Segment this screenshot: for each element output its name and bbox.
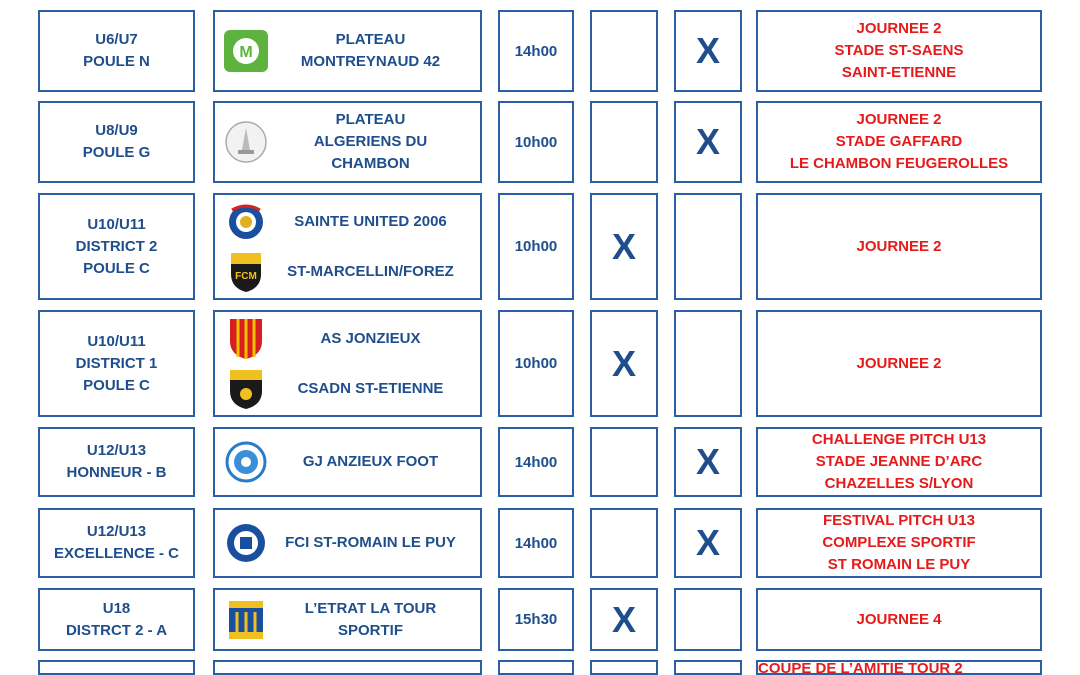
team-name: PLATEAU ALGERIENS DU CHAMBON bbox=[313, 111, 428, 172]
home-mark-cell: X bbox=[590, 310, 658, 417]
category-line: U10/U11 bbox=[87, 332, 146, 350]
time-cell: 14h00 bbox=[498, 10, 574, 92]
csadn-logo bbox=[223, 367, 269, 411]
home-mark-cell bbox=[590, 508, 658, 578]
category-line: U10/U11 bbox=[87, 215, 146, 233]
category-line: EXCELLENCE - C bbox=[53, 545, 179, 562]
category-line: DISTRCT 2 - A bbox=[65, 621, 168, 639]
category-line: U18 bbox=[102, 599, 131, 617]
category-cell bbox=[38, 427, 195, 497]
time-cell: 10h00 bbox=[498, 101, 574, 183]
away-mark-cell bbox=[674, 588, 742, 651]
etrat-la-tour-logo bbox=[223, 598, 269, 642]
category-line: POULE C bbox=[83, 376, 150, 394]
svg-text:FCM: FCM bbox=[235, 271, 257, 282]
fci-st-romain-logo bbox=[223, 521, 269, 565]
info-cell bbox=[756, 10, 1042, 92]
team-cell bbox=[213, 101, 482, 183]
category-cell bbox=[38, 10, 195, 92]
fcm-logo bbox=[223, 250, 269, 294]
info-line: CHALLENGE PITCH U13 bbox=[811, 431, 987, 448]
home-mark-cell: X bbox=[590, 193, 658, 300]
team-name: PLATEAU MONTREYNAUD 42 bbox=[300, 31, 441, 70]
category-cell bbox=[38, 508, 195, 578]
info-cell bbox=[756, 310, 1042, 417]
category-line: HONNEUR - B bbox=[66, 464, 167, 481]
info-line: FESTIVAL PITCH U13 bbox=[823, 512, 975, 529]
away-mark-cell: X bbox=[674, 508, 742, 578]
team-name: AS JONZIEUX bbox=[320, 330, 421, 347]
team-cell bbox=[213, 588, 482, 651]
team-name: L’ETRAT LA TOUR SPORTIF bbox=[304, 599, 437, 639]
home-mark-cell bbox=[590, 427, 658, 497]
category-line: DISTRICT 1 bbox=[75, 354, 158, 372]
category-line: U12/U13 bbox=[86, 442, 147, 459]
info-line: COMPLEXE SPORTIF bbox=[822, 534, 976, 551]
category-cell bbox=[38, 310, 195, 417]
info-cell bbox=[756, 508, 1042, 578]
category-cell bbox=[38, 660, 195, 675]
team-cell bbox=[213, 10, 482, 92]
time-cell: 10h00 bbox=[498, 310, 574, 417]
info-cell bbox=[756, 427, 1042, 497]
time-cell: 10h00 bbox=[498, 193, 574, 300]
away-mark-cell: X bbox=[674, 10, 742, 92]
sainte-united-logo bbox=[223, 200, 269, 244]
as-jonzieux-logo bbox=[223, 317, 269, 361]
category-line: U12/U13 bbox=[86, 523, 147, 540]
home-mark-cell bbox=[590, 10, 658, 92]
info-cell bbox=[756, 193, 1042, 300]
time-cell: 14h00 bbox=[498, 508, 574, 578]
info-cell bbox=[756, 660, 1042, 675]
team-cell bbox=[213, 193, 482, 300]
category-cell bbox=[38, 101, 195, 183]
info-line: SAINT-ETIENNE bbox=[841, 64, 957, 81]
time-cell bbox=[498, 660, 574, 675]
team-cell bbox=[213, 310, 482, 417]
info-line: JOURNEE 2 bbox=[856, 111, 942, 128]
info-line: JOURNEE 2 bbox=[856, 237, 942, 255]
time-cell: 14h00 bbox=[498, 427, 574, 497]
info-line: STADE GAFFARD bbox=[835, 133, 963, 150]
info-cell bbox=[756, 101, 1042, 183]
info-line: COUPE DE L’AMITIE TOUR 2 bbox=[758, 660, 963, 675]
info-line: LE CHAMBON FEUGEROLLES bbox=[789, 155, 1009, 172]
info-line: JOURNEE 4 bbox=[856, 610, 942, 628]
home-mark-cell bbox=[590, 101, 658, 183]
home-mark-cell: X bbox=[590, 588, 658, 651]
info-line: STADE ST-SAENS bbox=[834, 42, 964, 59]
info-line: STADE JEANNE D’ARC bbox=[815, 453, 983, 470]
away-mark-cell bbox=[674, 193, 742, 300]
team-name: ST-MARCELLIN/FOREZ bbox=[287, 263, 454, 280]
category-line: DISTRICT 2 bbox=[75, 237, 158, 255]
category-cell bbox=[38, 193, 195, 300]
category-line: U6/U7 bbox=[95, 31, 138, 48]
away-mark-cell bbox=[674, 660, 742, 675]
category-line: POULE G bbox=[82, 144, 151, 161]
svg-text:M: M bbox=[239, 44, 253, 61]
team-name: SAINTE UNITED 2006 bbox=[294, 213, 447, 230]
away-mark-cell bbox=[674, 310, 742, 417]
away-mark-cell: X bbox=[674, 427, 742, 497]
away-mark-cell: X bbox=[674, 101, 742, 183]
home-mark-cell bbox=[590, 660, 658, 675]
algeriens-du-chambon-logo bbox=[223, 120, 269, 164]
gj-anzieux-logo bbox=[223, 440, 269, 484]
info-line: CHAZELLES S/LYON bbox=[824, 475, 974, 492]
team-cell bbox=[213, 427, 482, 497]
info-cell bbox=[756, 588, 1042, 651]
category-line: POULE C bbox=[83, 259, 150, 277]
category-cell bbox=[38, 588, 195, 651]
info-line: ST ROMAIN LE PUY bbox=[827, 556, 971, 573]
category-line: POULE N bbox=[83, 53, 150, 70]
team-name: CSADN ST-ETIENNE bbox=[297, 380, 444, 397]
montreynaud-logo bbox=[223, 29, 269, 73]
team-cell bbox=[213, 508, 482, 578]
team-name: FCI ST-ROMAIN LE PUY bbox=[285, 534, 456, 551]
time-cell: 15h30 bbox=[498, 588, 574, 651]
category-line: U8/U9 bbox=[95, 122, 138, 139]
info-line: JOURNEE 2 bbox=[856, 354, 942, 372]
info-line: JOURNEE 2 bbox=[856, 20, 942, 37]
team-cell bbox=[213, 660, 482, 675]
team-name: GJ ANZIEUX FOOT bbox=[302, 453, 439, 470]
